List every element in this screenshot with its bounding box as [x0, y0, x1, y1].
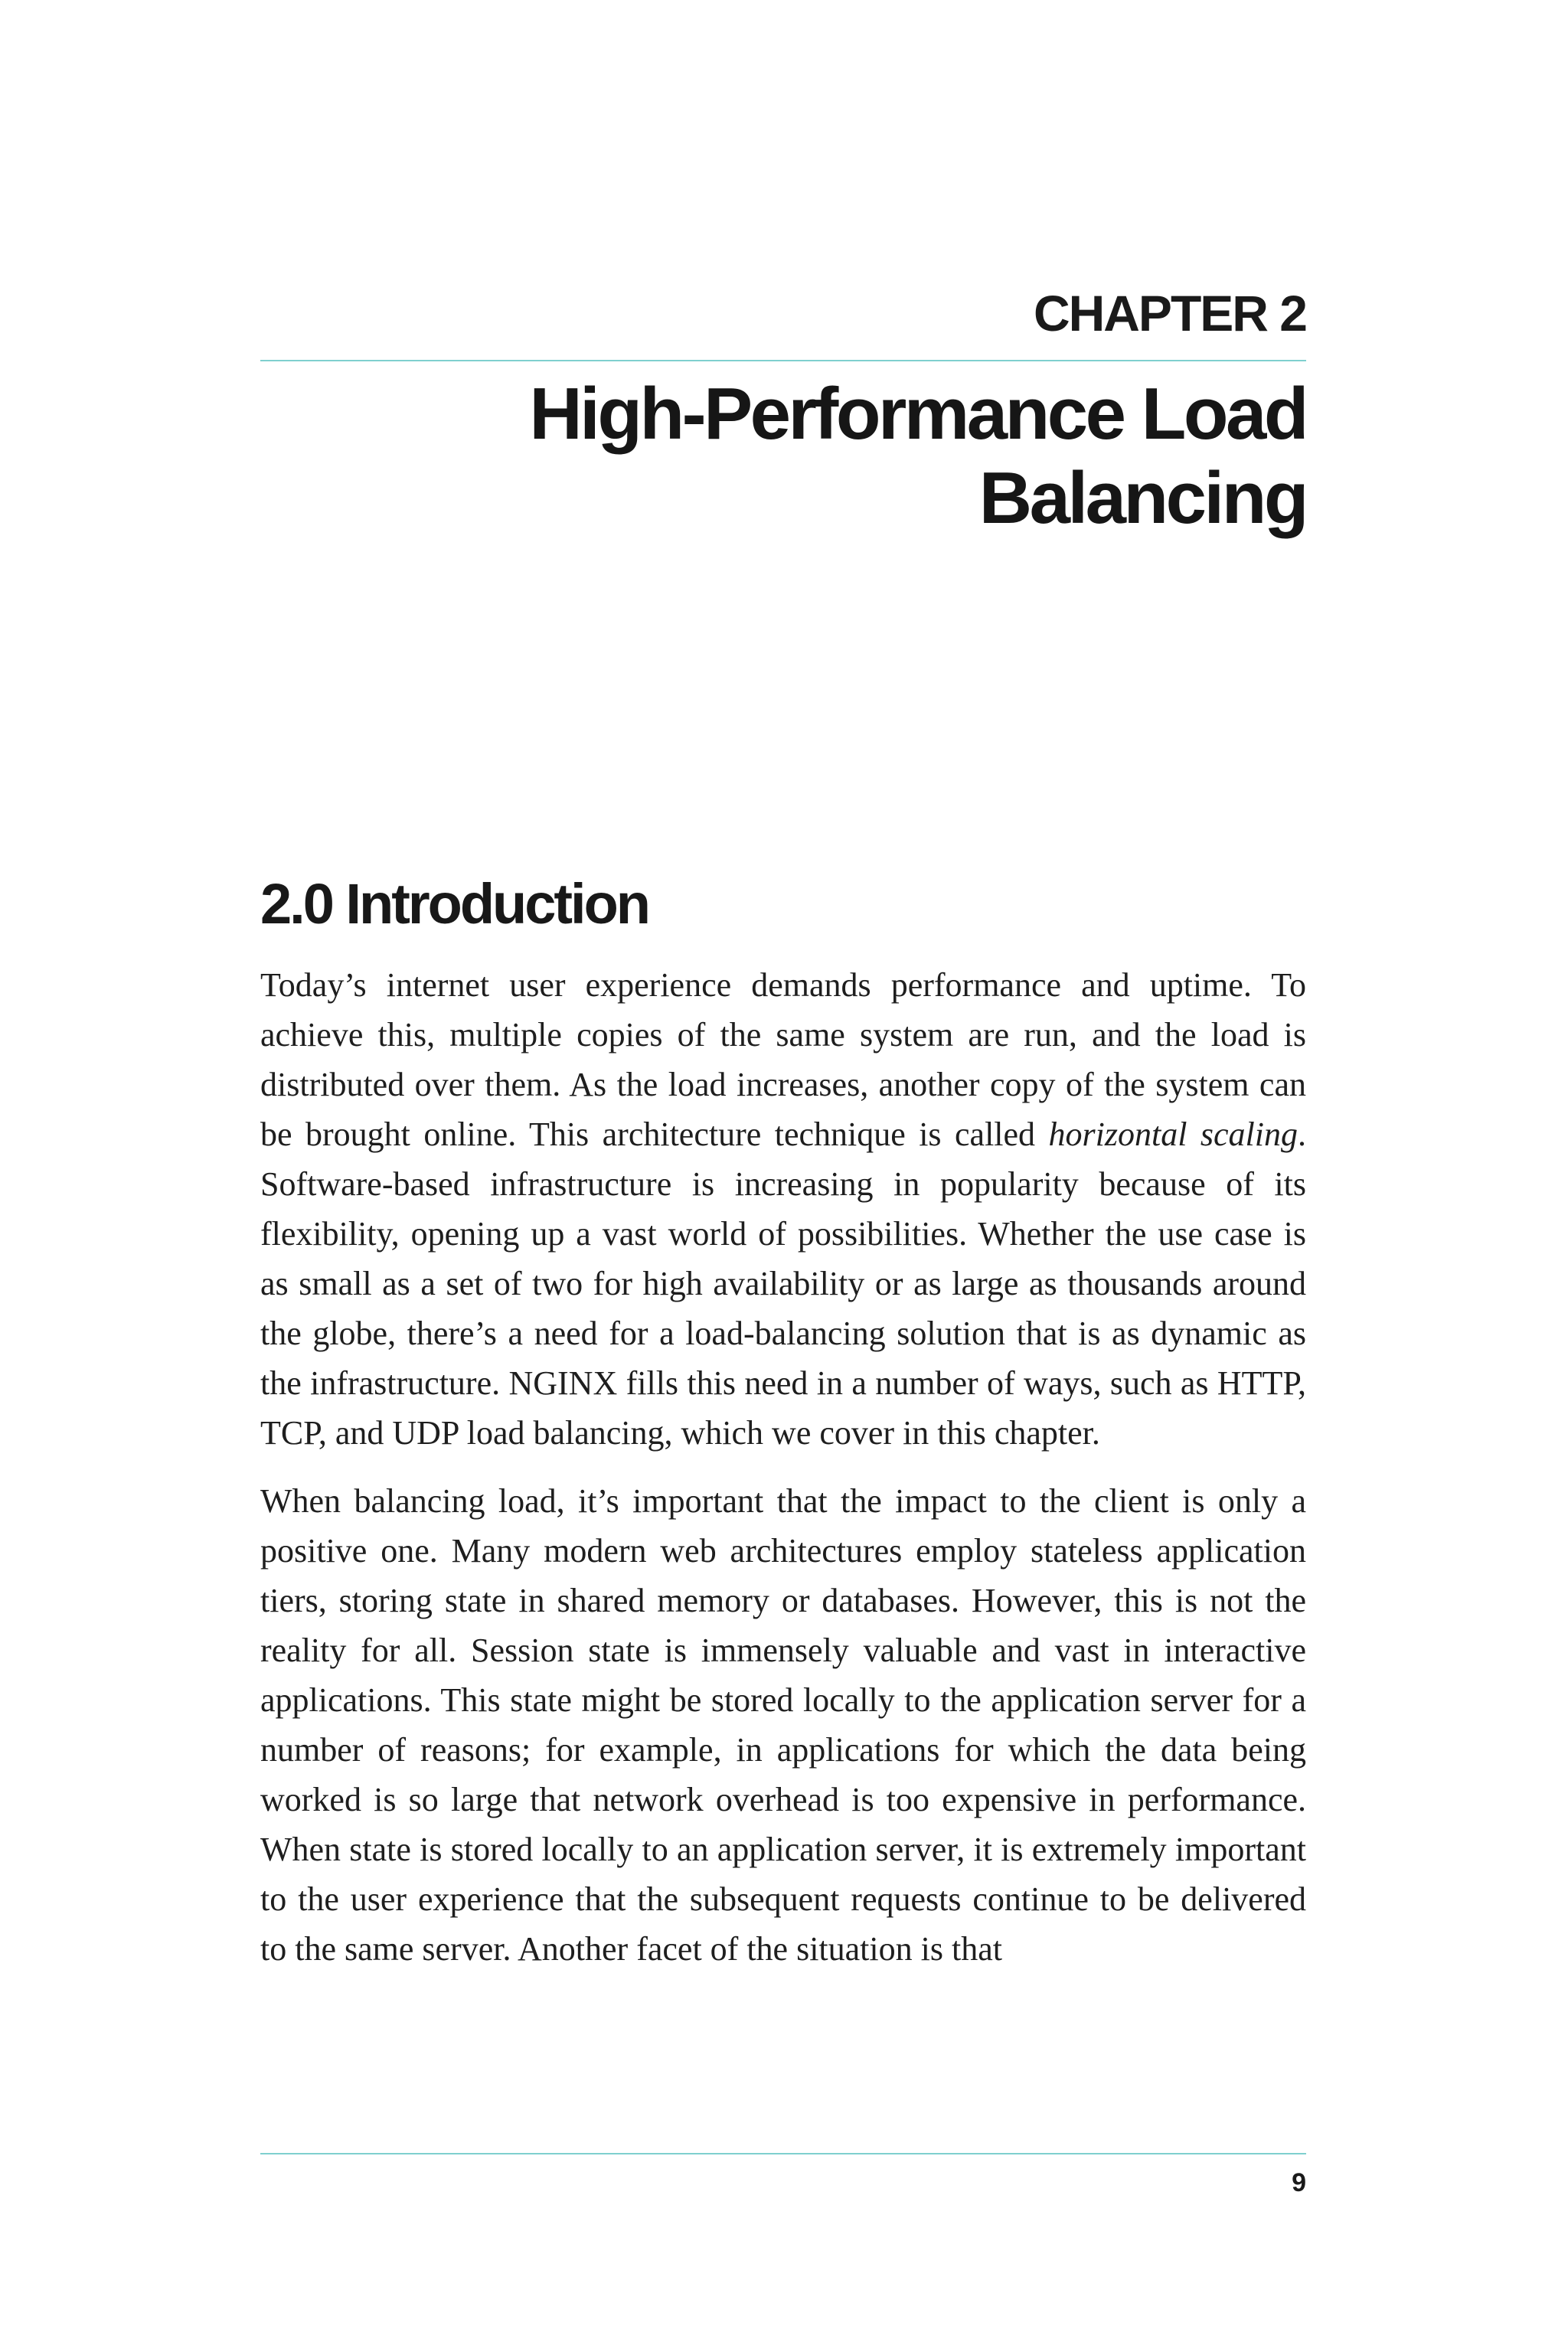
page-number: 9	[1292, 2168, 1306, 2197]
emphasis-horizontal-scaling: horizontal scaling	[1048, 1116, 1298, 1153]
paragraph-1-text-end: . Software-based infrastructure is increasing in popularity because of its flexibility, opening up a vast world of possibilities. Whether the use case is as small as a set of two for high availability or as large as thousands around the globe, there’s a need for a load-balancing solution that is as dynamic as the infrastructure. NGINX fills this need in a number of ways, such as HTTP, TCP, and UDP load balancing, which we cover in this chapter.	[260, 1116, 1306, 1452]
chapter-divider	[260, 360, 1306, 361]
body-text	[260, 960, 1306, 1974]
paragraph-1-text-start: Today’s internet user experience demands performance and uptime. To achieve this, multiple copies of the same system are run, and the load is distributed over them. As the load increases, another copy of the system can be brought online. This architecture technique is called	[260, 966, 1306, 1153]
paragraph-2: When balancing load, it’s important that the impact to the client is only a positive one. Many modern web architectures employ stateless application tiers, storing state in shared memory or databases. However, this is not the reality for all. Session state is immensely valuable and vast in interactive applications. This state might be stored locally to the application server for a number of reasons; for example, in applications for which the data being worked is so large that network overhead is too expensive in performance. When state is stored locally to an application server, it is extremely important to the user experience that the subsequent requests continue to be delivered to the same server. Another facet of the situation is that	[260, 1482, 1306, 1968]
footer-divider	[260, 2153, 1306, 2154]
section-heading: 2.0 Introduction	[260, 872, 648, 936]
paragraph-1	[260, 960, 1306, 1458]
chapter-label: CHAPTER 2	[1033, 285, 1306, 341]
chapter-title: High-Performance Load Balancing	[529, 373, 1306, 539]
